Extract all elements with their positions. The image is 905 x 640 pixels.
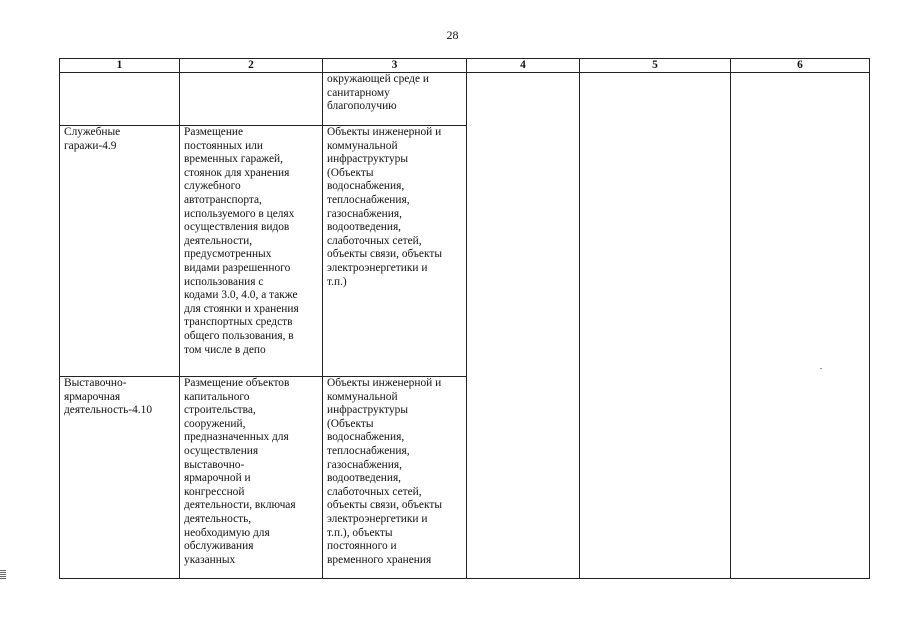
row2-col1-cell xyxy=(60,377,180,579)
row2-col3-cell xyxy=(323,377,467,579)
row1-col2-cell xyxy=(180,126,323,377)
exhibition-description-text: Размещение объектов капитального строительства, сооружений, предназначенных для осуществления выставочно- ярмарочной и конгрессной деятельности, включая деятельность, необходимую для обслуживания указанных xyxy=(184,377,296,566)
garages-objects-text: Объекты инженерной и коммунальной инфраструктуры (Объекты водоснабжения, теплоснабжения, газоснабжения, водоотведения, слаботочных сетей, объекты связи, объекты электроэнергетики и т.п.) xyxy=(327,126,442,288)
row0-col2-cell xyxy=(180,73,323,126)
column-header-1: 1 xyxy=(60,59,180,73)
scan-edge-mark xyxy=(0,570,6,579)
zoning-table xyxy=(59,58,870,579)
table-row-continuation xyxy=(60,73,870,126)
column-5-cell xyxy=(580,73,731,579)
row1-col1-cell xyxy=(60,126,180,377)
column-header-2: 2 xyxy=(180,59,323,73)
garages-description-text: Размещение постоянных или временных гаражей, стоянок для хранения служебного автотранспорта, используемого в целях осуществления видов деятельности, предусмотренных видами разрешенного использования с кодами 3.0, 4.0, а также для стоянки и хранения транспортных средств общего пользования, в том числе в депо xyxy=(184,126,299,356)
row0-col3-cell xyxy=(323,73,467,126)
column-6-cell xyxy=(731,73,870,579)
row2-col2-cell xyxy=(180,377,323,579)
garages-code-text: Служебные гаражи-4.9 xyxy=(64,126,121,152)
table-header-row xyxy=(60,59,870,73)
scan-speck xyxy=(820,368,822,369)
column-header-6: 6 xyxy=(731,59,870,73)
column-header-4: 4 xyxy=(467,59,580,73)
exhibition-objects-text: Объекты инженерной и коммунальной инфраструктуры (Объекты водоснабжения, теплоснабжения, газоснабжения, водоотведения, слаботочных сетей, объекты связи, объекты электроэнергетики и т.п.), объекты постоянного и временного хранения xyxy=(327,377,442,566)
column-header-3: 3 xyxy=(323,59,467,73)
row0-col1-cell xyxy=(60,73,180,126)
column-4-cell xyxy=(467,73,580,579)
exhibition-code-text: Выставочно- ярмарочная деятельность-4.10 xyxy=(64,377,153,417)
column-header-5: 5 xyxy=(580,59,731,73)
page-number: 28 xyxy=(446,28,459,42)
row1-col3-cell xyxy=(323,126,467,377)
row0-col3-text: окружающей среде и санитарному благополучию xyxy=(327,73,429,113)
